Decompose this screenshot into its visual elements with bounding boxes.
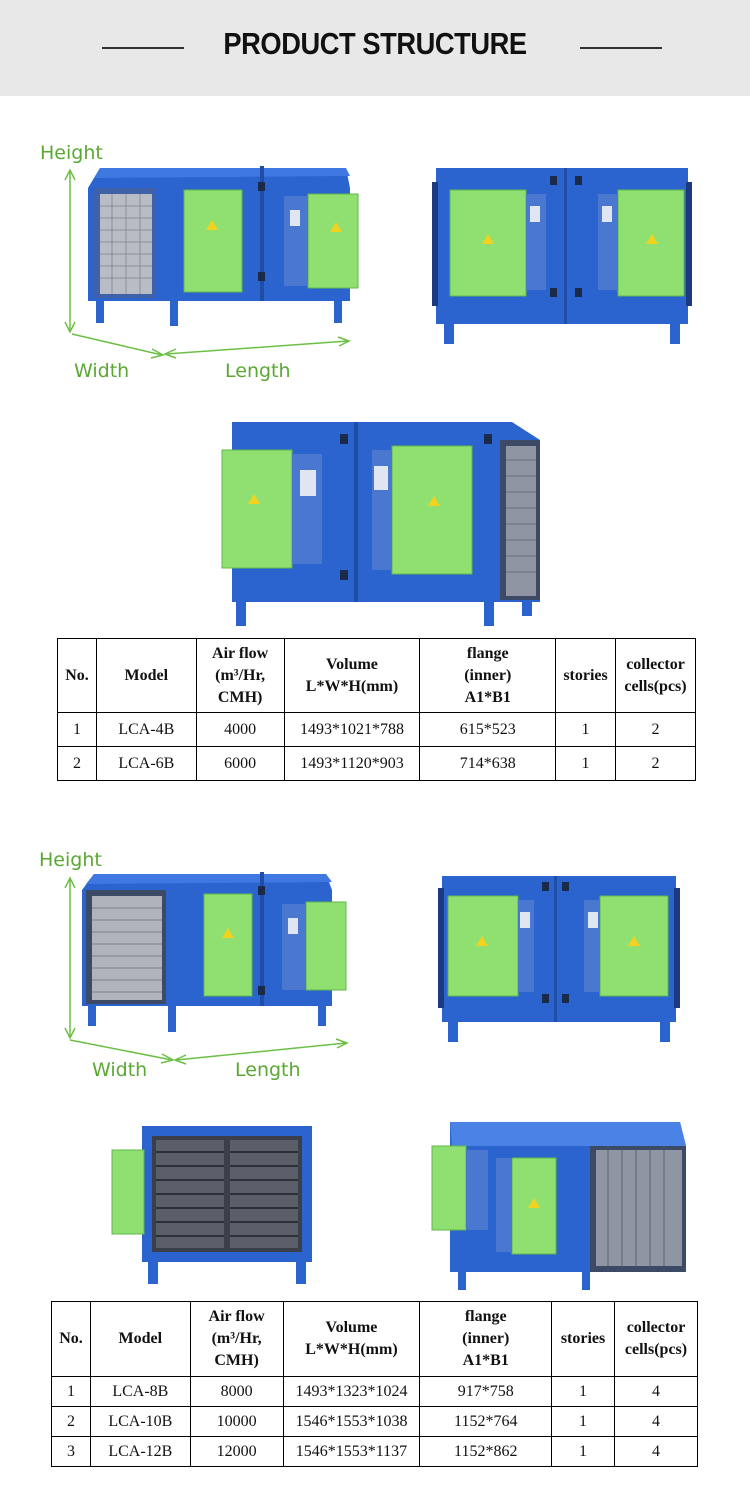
- cell-stories: 1: [552, 1377, 615, 1407]
- page-title: PRODUCT STRUCTURE: [223, 26, 527, 61]
- cell-collector: 2: [616, 713, 696, 747]
- cell-collector: 2: [616, 747, 696, 781]
- cell-flange: 714*638: [420, 747, 556, 781]
- cell-model: LCA-10B: [90, 1407, 190, 1437]
- purifier-image-angled-large: [82, 872, 354, 1032]
- cell-stories: 1: [556, 747, 616, 781]
- cell-volume: 1493*1323*1024: [283, 1377, 420, 1407]
- header-model: Model: [96, 639, 196, 713]
- cell-model: LCA-6B: [96, 747, 196, 781]
- cell-model: LCA-12B: [90, 1437, 190, 1467]
- header-volume: Volume L*W*H(mm): [283, 1302, 420, 1377]
- cell-stories: 1: [552, 1437, 615, 1467]
- width-label: Width: [92, 1059, 148, 1081]
- length-label: Length: [235, 1059, 301, 1081]
- cell-no: 3: [52, 1437, 91, 1467]
- purifier-image-filter-side: [112, 1124, 314, 1284]
- header-flange: flange (inner) A1*B1: [420, 639, 556, 713]
- spec-table-2: [51, 1301, 698, 1467]
- header-no: No.: [58, 639, 97, 713]
- cell-collector: 4: [615, 1377, 698, 1407]
- header-collector: collector cells(pcs): [616, 639, 696, 713]
- height-label: Height: [39, 849, 102, 871]
- cell-volume: 1493*1120*903: [284, 747, 420, 781]
- table-row: [52, 1407, 698, 1437]
- header-stories: stories: [556, 639, 616, 713]
- cell-air-flow: 4000: [196, 713, 284, 747]
- header-air-flow: Air flow (m³/Hr, CMH): [196, 639, 284, 713]
- header-collector: collector cells(pcs): [615, 1302, 698, 1377]
- cell-model: LCA-8B: [90, 1377, 190, 1407]
- cell-air-flow: 10000: [190, 1407, 283, 1437]
- cell-no: 2: [52, 1407, 91, 1437]
- cell-flange: 1152*862: [420, 1437, 552, 1467]
- header-volume: Volume L*W*H(mm): [284, 639, 420, 713]
- height-label: Height: [40, 142, 103, 164]
- purifier-image-angled-filter: [432, 1122, 688, 1290]
- header-model: Model: [90, 1302, 190, 1377]
- width-label: Width: [74, 360, 130, 382]
- table-row: [52, 1437, 698, 1467]
- cell-volume: 1546*1553*1137: [283, 1437, 420, 1467]
- cell-stories: 1: [552, 1407, 615, 1437]
- cell-flange: 1152*764: [420, 1407, 552, 1437]
- length-label: Length: [225, 360, 291, 382]
- table-row: [52, 1377, 698, 1407]
- cell-no: 1: [52, 1377, 91, 1407]
- purifier-image-front-large: [438, 874, 684, 1042]
- cell-no: 2: [58, 747, 97, 781]
- header-stories: stories: [552, 1302, 615, 1377]
- cell-model: LCA-4B: [96, 713, 196, 747]
- cell-collector: 4: [615, 1437, 698, 1467]
- cell-flange: 615*523: [420, 713, 556, 747]
- cell-flange: 917*758: [420, 1377, 552, 1407]
- cell-collector: 4: [615, 1407, 698, 1437]
- cell-air-flow: 6000: [196, 747, 284, 781]
- cell-no: 1: [58, 713, 97, 747]
- table-header-row: [52, 1302, 698, 1377]
- cell-air-flow: 12000: [190, 1437, 283, 1467]
- cell-volume: 1546*1553*1038: [283, 1407, 420, 1437]
- header-no: No.: [52, 1302, 91, 1377]
- cell-volume: 1493*1021*788: [284, 713, 420, 747]
- header-flange: flange (inner) A1*B1: [420, 1302, 552, 1377]
- cell-air-flow: 8000: [190, 1377, 283, 1407]
- cell-stories: 1: [556, 713, 616, 747]
- header-air-flow: Air flow (m³/Hr, CMH): [190, 1302, 283, 1377]
